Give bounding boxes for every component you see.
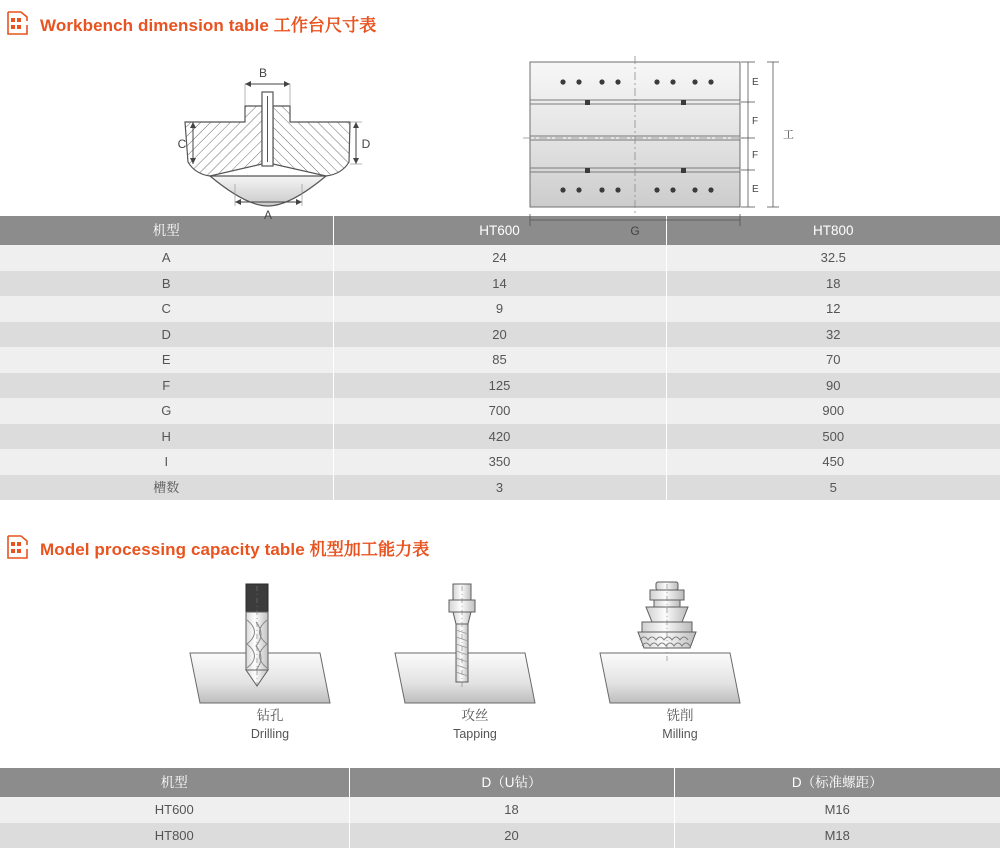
worktable-plan-diagram: [505, 38, 825, 238]
table-row: [0, 823, 1000, 849]
svg-text:F: F: [752, 150, 759, 161]
cell: 5: [666, 475, 1000, 501]
cell: 420: [333, 424, 666, 450]
svg-text:E: E: [752, 77, 759, 88]
tapping-diagram: [375, 578, 575, 718]
processing-capacity-table: [0, 768, 1000, 848]
cell: B: [0, 271, 333, 297]
svg-text:C: C: [177, 137, 187, 151]
cell: 32: [666, 322, 1000, 348]
section-title-capacity: [40, 535, 429, 560]
section-heading-workbench: [0, 10, 1000, 36]
caption-en: Tapping: [453, 727, 497, 741]
milling-diagram: [580, 578, 780, 718]
cell: 125: [333, 373, 666, 399]
table-doc-icon: [6, 534, 30, 560]
table-row: [0, 797, 1000, 823]
top-spacer: [0, 0, 1000, 10]
table-row: [0, 296, 1000, 322]
section-title-cn: 工作台尺寸表: [273, 15, 377, 35]
table1-header-ht800: HT800: [666, 216, 1000, 245]
cell: 20: [333, 322, 666, 348]
table2-header-thread: D（标准螺距）: [674, 768, 1000, 797]
cell: 85: [333, 347, 666, 373]
process-diagrams: [0, 578, 1000, 768]
cell: 12: [666, 296, 1000, 322]
caption-milling: [600, 704, 760, 741]
svg-text:F: F: [752, 116, 759, 127]
cell: HT800: [0, 823, 349, 849]
caption-cn: 铣削: [666, 708, 694, 723]
table-row: [0, 347, 1000, 373]
table1-header-model: 机型: [0, 216, 333, 245]
section-spacer: [0, 500, 1000, 534]
cell: E: [0, 347, 333, 373]
cell: C: [0, 296, 333, 322]
figure-spacer: [0, 560, 1000, 578]
table-doc-icon: [6, 10, 30, 36]
svg-text:E: E: [752, 184, 759, 195]
cell: M16: [674, 797, 1000, 823]
table1-header-ht600: HT600: [333, 216, 666, 245]
svg-text:B: B: [258, 66, 268, 80]
table2-header-udrill: D（U钻）: [349, 768, 674, 797]
table-row: [0, 245, 1000, 271]
cell: 14: [333, 271, 666, 297]
cell: H: [0, 424, 333, 450]
svg-text:A: A: [263, 208, 273, 222]
cell: F: [0, 373, 333, 399]
caption-drilling: [190, 704, 350, 741]
cell: 9: [333, 296, 666, 322]
table-row: [0, 449, 1000, 475]
t-slot-section-diagram: [150, 44, 410, 224]
table-row: [0, 475, 1000, 501]
cell: 18: [349, 797, 674, 823]
caption-cn: 钻孔: [256, 708, 284, 723]
caption-tapping: [395, 704, 555, 741]
cell: 450: [666, 449, 1000, 475]
caption-en: Milling: [662, 727, 698, 741]
cell: D: [0, 322, 333, 348]
cell: 槽数: [0, 475, 333, 501]
table-row: [0, 271, 1000, 297]
cell: 32.5: [666, 245, 1000, 271]
drilling-diagram: [170, 578, 370, 718]
table2-header-model: 机型: [0, 768, 349, 797]
table-row: [0, 373, 1000, 399]
cell: I: [0, 449, 333, 475]
section-title-en: Model processing capacity table: [40, 539, 310, 559]
section-title-workbench: [40, 11, 376, 36]
cell: 20: [349, 823, 674, 849]
cell: 500: [666, 424, 1000, 450]
section-heading-capacity: [0, 534, 1000, 560]
cell: 350: [333, 449, 666, 475]
section-title-cn: 机型加工能力表: [309, 539, 430, 559]
svg-text:工: 工: [783, 129, 794, 141]
section-title-en: Workbench dimension table: [40, 15, 274, 35]
cell: M18: [674, 823, 1000, 849]
cell: G: [0, 398, 333, 424]
caption-cn: 攻丝: [461, 708, 489, 723]
table-row: [0, 398, 1000, 424]
table-header-row: [0, 768, 1000, 797]
table-row: [0, 424, 1000, 450]
cell: 70: [666, 347, 1000, 373]
cell: 700: [333, 398, 666, 424]
cell: 3: [333, 475, 666, 501]
cell: HT600: [0, 797, 349, 823]
svg-text:D: D: [361, 137, 371, 151]
cell: 900: [666, 398, 1000, 424]
caption-en: Drilling: [250, 727, 290, 741]
cell: 24: [333, 245, 666, 271]
cell: 18: [666, 271, 1000, 297]
workbench-dimension-table: [0, 216, 1000, 500]
table-row: [0, 322, 1000, 348]
svg-text:G: G: [630, 224, 640, 238]
cell: 90: [666, 373, 1000, 399]
cell: A: [0, 245, 333, 271]
